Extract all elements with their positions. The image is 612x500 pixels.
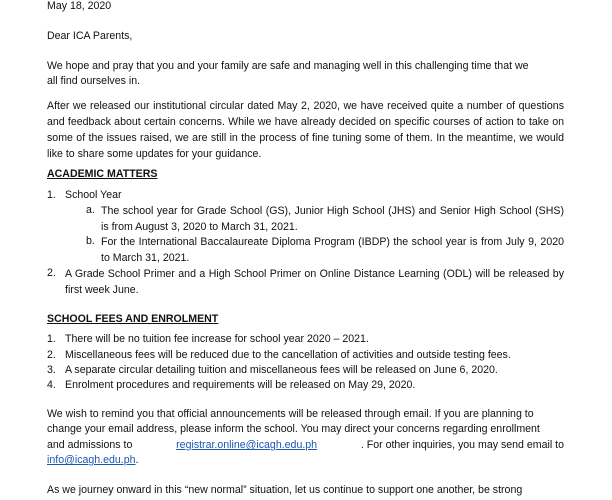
circular-paragraph: After we released our institutional circular dated May 2, 2020, we have received quite a number of questions and feedback about certain concerns. While we have already decided on specific courses of action to take on some of the issues raised, we are still in the process of fine tuning some of them. In the meantime, we would like to share some updates for your guidance. xyxy=(47,100,564,160)
intro-line-1: We hope and pray that you and your family are safe and managing well in this challenging time that we xyxy=(47,60,529,72)
fees-item-4-text: Enrolment procedures and requirements will be released on May 29, 2020. xyxy=(65,379,416,391)
school-year-sub-b-label: b. xyxy=(86,235,95,247)
fees-item-3-text: A separate circular detailing tuition and miscellaneous fees will be released on June 6, 2020. xyxy=(65,364,498,376)
school-year-sub-a-text: The school year for Grade School (GS), Junior High School (JHS) and Senior High School (SHS) is from August 3, 2020 to March 31, 2021. xyxy=(101,205,564,233)
academic-item-1-label: School Year xyxy=(65,189,122,201)
fees-item-1-text: There will be no tuition fee increase for school year 2020 – 2021. xyxy=(65,333,369,345)
fees-item-2-text: Miscellaneous fees will be reduced due to the cancellation of activities and outside testing fees. xyxy=(65,349,511,361)
reminder-line-4-suffix: . xyxy=(135,454,139,466)
fees-item-4-number: 4. xyxy=(47,379,56,391)
academic-item-2-number: 2. xyxy=(47,267,56,279)
school-year-sub-b-text: For the International Baccalaureate Diploma Program (IBDP) the school year is from July 9, 2020 to March 31, 2021. xyxy=(101,236,564,264)
reminder-line-3-prefix: and admissions to xyxy=(47,439,133,451)
salutation: Dear ICA Parents, xyxy=(47,30,133,42)
academic-item-2-text: A Grade School Primer and a High School Primer on Online Distance Learning (ODL) will be released by first week June. xyxy=(65,268,564,296)
academic-matters-heading: ACADEMIC MATTERS xyxy=(47,168,158,180)
info-email-link[interactable]: info@icagh.edu.ph xyxy=(47,454,136,466)
fees-item-2-number: 2. xyxy=(47,349,56,361)
reminder-line-3 xyxy=(47,439,564,451)
fees-item-1-number: 1. xyxy=(47,333,56,345)
fees-item-3-number: 3. xyxy=(47,364,56,376)
academic-item-1-number: 1. xyxy=(47,189,56,201)
school-fees-heading: SCHOOL FEES AND ENROLMENT xyxy=(47,313,219,325)
closing-line: As we journey onward in this “new normal” situation, let us continue to support one another, be strong xyxy=(47,484,523,496)
intro-line-2: all find ourselves in. xyxy=(47,75,141,87)
registrar-email-link[interactable]: registrar.online@icagh.edu.ph xyxy=(176,439,318,451)
school-year-sub-a-label: a. xyxy=(86,204,95,216)
reminder-line-2: change your email address, please inform the school. You may direct your concerns regarding enrollment xyxy=(47,423,540,435)
reminder-line-3-suffix: . For other inquiries, you may send email to xyxy=(360,439,564,451)
reminder-line-4 xyxy=(47,454,138,466)
letter-date: May 18, 2020 xyxy=(47,0,112,12)
reminder-line-1: We wish to remind you that official announcements will be released through email. If you are planning to xyxy=(47,408,534,420)
